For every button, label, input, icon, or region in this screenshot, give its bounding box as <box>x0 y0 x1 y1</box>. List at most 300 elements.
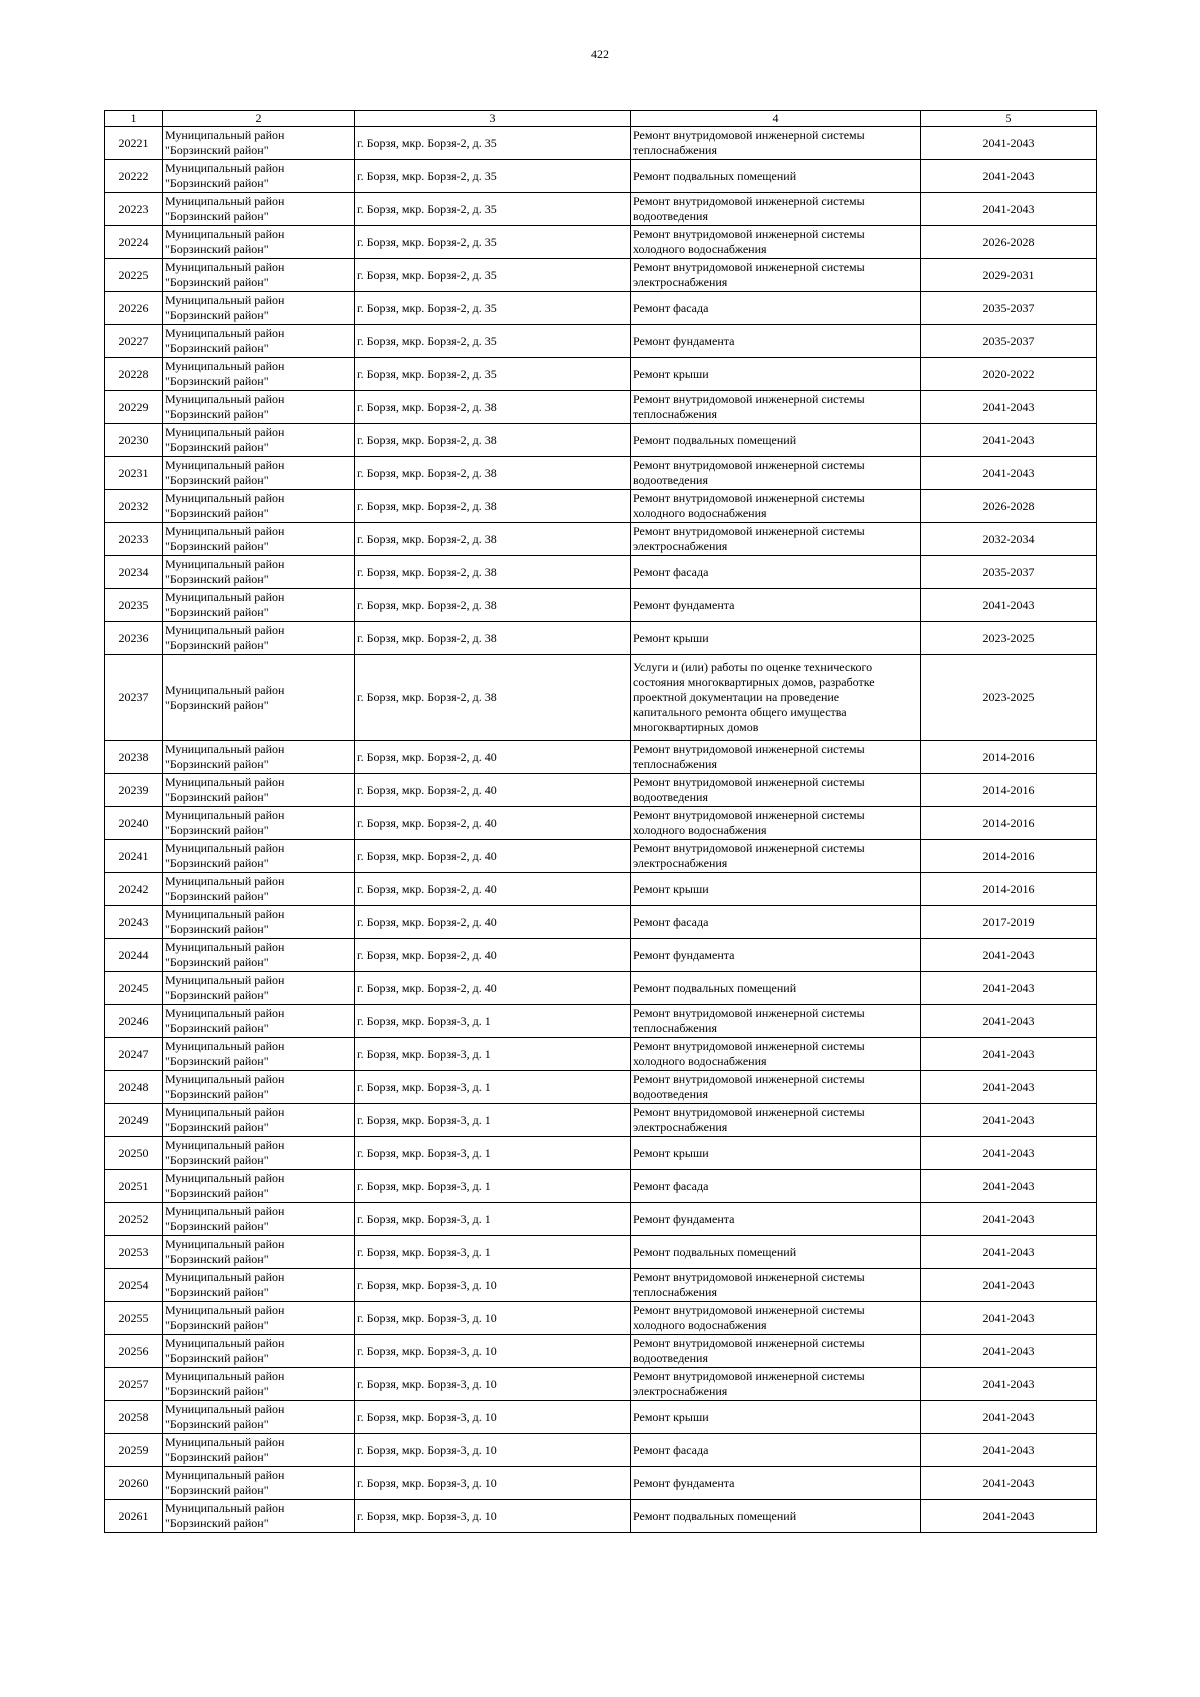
address-cell: г. Борзя, мкр. Борзя-3, д. 10 <box>355 1269 631 1302</box>
municipality-cell <box>163 655 355 741</box>
work-type-cell <box>631 1401 921 1434</box>
work-type-line: Ремонт внутридомовой инженерной системы <box>633 260 865 274</box>
work-type-cell <box>631 840 921 873</box>
period-cell: 2041-2043 <box>921 391 1097 424</box>
municipality-line: "Борзинский район" <box>165 988 269 1002</box>
row-number-cell: 20240 <box>105 807 163 840</box>
address-cell: г. Борзя, мкр. Борзя-3, д. 1 <box>355 1071 631 1104</box>
municipality-line: "Борзинский район" <box>165 823 269 837</box>
work-type-line: водоотведения <box>633 1351 708 1365</box>
municipality-line: "Борзинский район" <box>165 1186 269 1200</box>
municipality-cell <box>163 939 355 972</box>
work-type-cell <box>631 1203 921 1236</box>
municipality-cell <box>163 1434 355 1467</box>
municipality-cell <box>163 358 355 391</box>
municipality-cell <box>163 391 355 424</box>
municipality-line: Муниципальный район <box>165 1501 285 1515</box>
period-cell: 2026-2028 <box>921 226 1097 259</box>
address-cell: г. Борзя, мкр. Борзя-2, д. 38 <box>355 655 631 741</box>
address-cell: г. Борзя, мкр. Борзя-2, д. 38 <box>355 523 631 556</box>
table-row <box>105 1335 1097 1368</box>
municipality-cell <box>163 840 355 873</box>
address-cell: г. Борзя, мкр. Борзя-2, д. 35 <box>355 193 631 226</box>
municipality-line: "Борзинский район" <box>165 1417 269 1431</box>
period-cell: 2041-2043 <box>921 972 1097 1005</box>
municipality-line: "Борзинский район" <box>165 889 269 903</box>
municipality-cell <box>163 1038 355 1071</box>
municipality-line: Муниципальный район <box>165 1468 285 1482</box>
municipality-cell <box>163 1104 355 1137</box>
municipality-line: "Борзинский район" <box>165 605 269 619</box>
table-row <box>105 127 1097 160</box>
row-number-cell: 20251 <box>105 1170 163 1203</box>
row-number-cell: 20237 <box>105 655 163 741</box>
address-cell: г. Борзя, мкр. Борзя-2, д. 35 <box>355 127 631 160</box>
municipality-cell <box>163 259 355 292</box>
work-type-line: холодного водоснабжения <box>633 1318 767 1332</box>
table-row <box>105 1467 1097 1500</box>
period-cell: 2041-2043 <box>921 1236 1097 1269</box>
work-type-cell <box>631 622 921 655</box>
row-number-cell: 20221 <box>105 127 163 160</box>
municipality-line: Муниципальный район <box>165 1204 285 1218</box>
municipality-line: Муниципальный район <box>165 1039 285 1053</box>
address-cell: г. Борзя, мкр. Борзя-2, д. 40 <box>355 939 631 972</box>
table-row <box>105 589 1097 622</box>
work-type-line: капитального ремонта общего имущества <box>633 705 847 719</box>
municipality-line: Муниципальный район <box>165 1336 285 1350</box>
municipality-line: "Борзинский район" <box>165 697 269 712</box>
work-type-line: водоотведения <box>633 1087 708 1101</box>
period-cell: 2041-2043 <box>921 1137 1097 1170</box>
table-row <box>105 1203 1097 1236</box>
work-type-cell <box>631 1500 921 1533</box>
municipality-cell <box>163 1401 355 1434</box>
period-cell: 2023-2025 <box>921 622 1097 655</box>
work-type-line: Ремонт фундамента <box>633 333 735 348</box>
row-number-cell: 20222 <box>105 160 163 193</box>
row-number-cell: 20248 <box>105 1071 163 1104</box>
municipality-line: "Борзинский район" <box>165 1285 269 1299</box>
period-cell: 2035-2037 <box>921 556 1097 589</box>
work-type-line: холодного водоснабжения <box>633 506 767 520</box>
table-row <box>105 741 1097 774</box>
work-type-cell <box>631 1467 921 1500</box>
municipality-line: Муниципальный район <box>165 1237 285 1251</box>
municipality-line: "Борзинский район" <box>165 341 269 355</box>
row-number-cell: 20238 <box>105 741 163 774</box>
municipality-cell <box>163 906 355 939</box>
row-number-cell: 20253 <box>105 1236 163 1269</box>
work-type-cell <box>631 556 921 589</box>
address-cell: г. Борзя, мкр. Борзя-2, д. 40 <box>355 906 631 939</box>
municipality-line: Муниципальный район <box>165 1138 285 1152</box>
work-type-cell <box>631 906 921 939</box>
municipality-line: "Борзинский район" <box>165 242 269 256</box>
table-row <box>105 1269 1097 1302</box>
work-type-line: Услуги и (или) работы по оценке технического <box>633 660 873 674</box>
period-cell: 2026-2028 <box>921 490 1097 523</box>
work-type-cell <box>631 1302 921 1335</box>
table-row <box>105 1104 1097 1137</box>
table-row <box>105 840 1097 873</box>
row-number-cell: 20227 <box>105 325 163 358</box>
municipality-line: Муниципальный район <box>165 227 285 241</box>
municipality-line: "Борзинский район" <box>165 856 269 870</box>
address-cell: г. Борзя, мкр. Борзя-3, д. 1 <box>355 1236 631 1269</box>
municipality-line: "Борзинский район" <box>165 922 269 936</box>
municipality-cell <box>163 556 355 589</box>
work-type-cell <box>631 523 921 556</box>
municipality-line: "Борзинский район" <box>165 572 269 586</box>
work-type-line: Ремонт внутридомовой инженерной системы <box>633 227 865 241</box>
table-row <box>105 1302 1097 1335</box>
period-cell: 2041-2043 <box>921 1170 1097 1203</box>
column-header-2: 2 <box>163 111 355 127</box>
municipality-line: Муниципальный район <box>165 293 285 307</box>
table-row <box>105 1500 1097 1533</box>
municipality-line: Муниципальный район <box>165 1006 285 1020</box>
municipality-line: "Борзинский район" <box>165 176 269 190</box>
work-type-cell <box>631 972 921 1005</box>
municipality-line: Муниципальный район <box>165 907 285 921</box>
table-row <box>105 1236 1097 1269</box>
table-row <box>105 1170 1097 1203</box>
row-number-cell: 20247 <box>105 1038 163 1071</box>
work-type-cell <box>631 1368 921 1401</box>
municipality-cell <box>163 972 355 1005</box>
address-cell: г. Борзя, мкр. Борзя-2, д. 40 <box>355 774 631 807</box>
address-cell: г. Борзя, мкр. Борзя-3, д. 10 <box>355 1467 631 1500</box>
address-cell: г. Борзя, мкр. Борзя-2, д. 35 <box>355 358 631 391</box>
work-type-cell <box>631 807 921 840</box>
work-type-line: Ремонт крыши <box>633 1145 709 1160</box>
municipality-line: Муниципальный район <box>165 326 285 340</box>
row-number-cell: 20229 <box>105 391 163 424</box>
work-type-line: Ремонт внутридомовой инженерной системы <box>633 1336 865 1350</box>
address-cell: г. Борзя, мкр. Борзя-2, д. 35 <box>355 292 631 325</box>
work-type-line: теплоснабжения <box>633 143 717 157</box>
period-cell: 2041-2043 <box>921 1368 1097 1401</box>
work-type-cell <box>631 391 921 424</box>
municipality-line: Муниципальный район <box>165 524 285 538</box>
work-type-line: Ремонт фундамента <box>633 947 735 962</box>
work-type-line: холодного водоснабжения <box>633 242 767 256</box>
period-cell: 2041-2043 <box>921 1038 1097 1071</box>
address-cell: г. Борзя, мкр. Борзя-3, д. 1 <box>355 1203 631 1236</box>
municipality-line: Муниципальный район <box>165 1171 285 1185</box>
table-row <box>105 193 1097 226</box>
column-header-3: 3 <box>355 111 631 127</box>
municipality-line: Муниципальный район <box>165 260 285 274</box>
municipality-cell <box>163 774 355 807</box>
work-type-cell <box>631 193 921 226</box>
work-type-cell <box>631 457 921 490</box>
table-row <box>105 457 1097 490</box>
municipality-cell <box>163 523 355 556</box>
table-row <box>105 1005 1097 1038</box>
row-number-cell: 20252 <box>105 1203 163 1236</box>
work-type-line: Ремонт внутридомовой инженерной системы <box>633 491 865 505</box>
work-type-cell <box>631 1104 921 1137</box>
address-cell: г. Борзя, мкр. Борзя-3, д. 10 <box>355 1500 631 1533</box>
work-type-line: Ремонт внутридомовой инженерной системы <box>633 1270 865 1284</box>
table-row <box>105 556 1097 589</box>
municipality-cell <box>163 325 355 358</box>
municipality-cell <box>163 873 355 906</box>
work-type-line: Ремонт внутридомовой инженерной системы <box>633 1072 865 1086</box>
period-cell: 2014-2016 <box>921 741 1097 774</box>
row-number-cell: 20261 <box>105 1500 163 1533</box>
municipality-line: Муниципальный район <box>165 1072 285 1086</box>
municipality-line: Муниципальный район <box>165 775 285 789</box>
work-type-cell <box>631 325 921 358</box>
municipality-line: Муниципальный район <box>165 623 285 637</box>
row-number-cell: 20225 <box>105 259 163 292</box>
row-number-cell: 20223 <box>105 193 163 226</box>
address-cell: г. Борзя, мкр. Борзя-2, д. 35 <box>355 226 631 259</box>
work-type-line: многоквартирных домов <box>633 720 759 734</box>
municipality-cell <box>163 741 355 774</box>
period-cell: 2041-2043 <box>921 457 1097 490</box>
work-type-line: проектной документации на проведение <box>633 690 840 704</box>
work-type-line: Ремонт внутридомовой инженерной системы <box>633 841 865 855</box>
municipality-cell <box>163 226 355 259</box>
address-cell: г. Борзя, мкр. Борзя-2, д. 35 <box>355 259 631 292</box>
work-type-line: Ремонт внутридомовой инженерной системы <box>633 1039 865 1053</box>
municipality-cell <box>163 127 355 160</box>
work-type-line: Ремонт внутридомовой инженерной системы <box>633 1105 865 1119</box>
period-cell: 2041-2043 <box>921 424 1097 457</box>
work-type-line: Ремонт подвальных помещений <box>633 1508 797 1523</box>
municipality-cell <box>163 622 355 655</box>
municipality-line: Муниципальный район <box>165 874 285 888</box>
table-row <box>105 906 1097 939</box>
work-type-line: Ремонт фасада <box>633 1178 709 1193</box>
municipality-line: "Борзинский район" <box>165 1351 269 1365</box>
municipality-line: Муниципальный район <box>165 194 285 208</box>
municipality-cell <box>163 160 355 193</box>
municipality-cell <box>163 1005 355 1038</box>
work-type-cell <box>631 939 921 972</box>
work-type-cell <box>631 589 921 622</box>
row-number-cell: 20230 <box>105 424 163 457</box>
address-cell: г. Борзя, мкр. Борзя-2, д. 38 <box>355 424 631 457</box>
period-cell: 2014-2016 <box>921 873 1097 906</box>
table-row <box>105 622 1097 655</box>
table-row <box>105 292 1097 325</box>
municipality-line: "Борзинский район" <box>165 1120 269 1134</box>
work-type-line: состояния многоквартирных домов, разработке <box>633 675 875 689</box>
period-cell: 2041-2043 <box>921 1269 1097 1302</box>
table-row <box>105 774 1097 807</box>
work-type-line: водоотведения <box>633 790 708 804</box>
table-row <box>105 1434 1097 1467</box>
work-type-cell <box>631 1038 921 1071</box>
work-type-cell <box>631 1137 921 1170</box>
period-cell: 2041-2043 <box>921 160 1097 193</box>
table-row <box>105 1038 1097 1071</box>
work-type-line: Ремонт фундамента <box>633 1475 735 1490</box>
work-type-line: Ремонт внутридомовой инженерной системы <box>633 742 865 756</box>
address-cell: г. Борзя, мкр. Борзя-3, д. 1 <box>355 1170 631 1203</box>
address-cell: г. Борзя, мкр. Борзя-2, д. 38 <box>355 589 631 622</box>
work-type-line: Ремонт внутридомовой инженерной системы <box>633 194 865 208</box>
row-number-cell: 20236 <box>105 622 163 655</box>
address-cell: г. Борзя, мкр. Борзя-2, д. 40 <box>355 972 631 1005</box>
work-type-line: Ремонт внутридомовой инженерной системы <box>633 1369 865 1383</box>
work-type-line: Ремонт фасада <box>633 914 709 929</box>
work-type-line: холодного водоснабжения <box>633 823 767 837</box>
address-cell: г. Борзя, мкр. Борзя-3, д. 10 <box>355 1302 631 1335</box>
period-cell: 2014-2016 <box>921 774 1097 807</box>
municipality-line: Муниципальный район <box>165 161 285 175</box>
row-number-cell: 20232 <box>105 490 163 523</box>
municipality-line: "Борзинский район" <box>165 440 269 454</box>
work-type-line: электроснабжения <box>633 856 728 870</box>
address-cell: г. Борзя, мкр. Борзя-2, д. 38 <box>355 391 631 424</box>
address-cell: г. Борзя, мкр. Борзя-3, д. 10 <box>355 1401 631 1434</box>
work-type-cell <box>631 259 921 292</box>
municipality-line: "Борзинский район" <box>165 308 269 322</box>
municipality-line: Муниципальный район <box>165 590 285 604</box>
period-cell: 2041-2043 <box>921 1467 1097 1500</box>
municipality-line: Муниципальный район <box>165 1303 285 1317</box>
period-cell: 2041-2043 <box>921 1302 1097 1335</box>
work-type-line: Ремонт внутридомовой инженерной системы <box>633 775 865 789</box>
row-number-cell: 20226 <box>105 292 163 325</box>
period-cell: 2035-2037 <box>921 325 1097 358</box>
municipality-line: "Борзинский район" <box>165 638 269 652</box>
municipality-line: Муниципальный район <box>165 973 285 987</box>
work-type-line: Ремонт подвальных помещений <box>633 1244 797 1259</box>
period-cell: 2041-2043 <box>921 1104 1097 1137</box>
table-row <box>105 259 1097 292</box>
row-number-cell: 20242 <box>105 873 163 906</box>
row-number-cell: 20255 <box>105 1302 163 1335</box>
municipality-line: "Борзинский район" <box>165 1252 269 1266</box>
work-type-cell <box>631 1005 921 1038</box>
table-row <box>105 873 1097 906</box>
table-body <box>105 111 1097 1533</box>
row-number-cell: 20250 <box>105 1137 163 1170</box>
table-row <box>105 1137 1097 1170</box>
municipality-cell <box>163 1137 355 1170</box>
table-row <box>105 939 1097 972</box>
work-type-line: теплоснабжения <box>633 1285 717 1299</box>
address-cell: г. Борзя, мкр. Борзя-2, д. 38 <box>355 622 631 655</box>
period-cell: 2041-2043 <box>921 1005 1097 1038</box>
work-type-line: Ремонт внутридомовой инженерной системы <box>633 392 865 406</box>
table-row <box>105 391 1097 424</box>
municipality-line: Муниципальный район <box>165 359 285 373</box>
period-cell: 2017-2019 <box>921 906 1097 939</box>
work-type-cell <box>631 774 921 807</box>
row-number-cell: 20239 <box>105 774 163 807</box>
municipality-line: "Борзинский район" <box>165 209 269 223</box>
table-row <box>105 1368 1097 1401</box>
row-number-cell: 20243 <box>105 906 163 939</box>
row-number-cell: 20231 <box>105 457 163 490</box>
row-number-cell: 20228 <box>105 358 163 391</box>
period-cell: 2041-2043 <box>921 1434 1097 1467</box>
municipality-line: "Борзинский район" <box>165 757 269 771</box>
work-type-line: электроснабжения <box>633 539 728 553</box>
row-number-cell: 20258 <box>105 1401 163 1434</box>
municipality-line: Муниципальный район <box>165 808 285 822</box>
address-cell: г. Борзя, мкр. Борзя-2, д. 38 <box>355 556 631 589</box>
address-cell: г. Борзя, мкр. Борзя-2, д. 38 <box>355 457 631 490</box>
municipality-cell <box>163 292 355 325</box>
address-cell: г. Борзя, мкр. Борзя-2, д. 40 <box>355 741 631 774</box>
table-row <box>105 1401 1097 1434</box>
work-type-cell <box>631 873 921 906</box>
municipality-cell <box>163 1236 355 1269</box>
row-number-cell: 20259 <box>105 1434 163 1467</box>
work-type-line: электроснабжения <box>633 1384 728 1398</box>
row-number-cell: 20244 <box>105 939 163 972</box>
table-row <box>105 1071 1097 1104</box>
table-row <box>105 424 1097 457</box>
row-number-cell: 20256 <box>105 1335 163 1368</box>
period-cell: 2041-2043 <box>921 1401 1097 1434</box>
municipality-cell <box>163 1500 355 1533</box>
municipality-line: Муниципальный район <box>165 1369 285 1383</box>
work-type-cell <box>631 1236 921 1269</box>
row-number-cell: 20260 <box>105 1467 163 1500</box>
municipality-line: Муниципальный район <box>165 682 285 697</box>
row-number-cell: 20257 <box>105 1368 163 1401</box>
address-cell: г. Борзя, мкр. Борзя-2, д. 40 <box>355 807 631 840</box>
period-cell: 2041-2043 <box>921 127 1097 160</box>
municipality-line: "Борзинский район" <box>165 275 269 289</box>
address-cell: г. Борзя, мкр. Борзя-3, д. 10 <box>355 1368 631 1401</box>
municipality-line: "Борзинский район" <box>165 1153 269 1167</box>
table-row <box>105 325 1097 358</box>
address-cell: г. Борзя, мкр. Борзя-2, д. 40 <box>355 873 631 906</box>
period-cell: 2014-2016 <box>921 807 1097 840</box>
row-number-cell: 20224 <box>105 226 163 259</box>
column-header-1: 1 <box>105 111 163 127</box>
table-row <box>105 160 1097 193</box>
work-type-cell <box>631 160 921 193</box>
work-type-line: водоотведения <box>633 209 708 223</box>
work-type-line: Ремонт внутридомовой инженерной системы <box>633 458 865 472</box>
row-number-cell: 20234 <box>105 556 163 589</box>
municipality-cell <box>163 1071 355 1104</box>
municipality-cell <box>163 589 355 622</box>
municipality-line: "Борзинский район" <box>165 1021 269 1035</box>
period-cell: 2032-2034 <box>921 523 1097 556</box>
work-type-cell <box>631 1434 921 1467</box>
work-type-line: Ремонт внутридомовой инженерной системы <box>633 1006 865 1020</box>
period-cell: 2041-2043 <box>921 1335 1097 1368</box>
table-row <box>105 972 1097 1005</box>
table-row <box>105 523 1097 556</box>
municipality-line: "Борзинский район" <box>165 539 269 553</box>
address-cell: г. Борзя, мкр. Борзя-2, д. 35 <box>355 325 631 358</box>
period-cell: 2035-2037 <box>921 292 1097 325</box>
municipality-line: "Борзинский район" <box>165 1483 269 1497</box>
work-type-cell <box>631 358 921 391</box>
municipality-cell <box>163 1335 355 1368</box>
period-cell: 2023-2025 <box>921 655 1097 741</box>
table-row <box>105 490 1097 523</box>
work-type-cell <box>631 424 921 457</box>
work-type-line: водоотведения <box>633 473 708 487</box>
municipality-cell <box>163 490 355 523</box>
municipality-cell <box>163 1467 355 1500</box>
